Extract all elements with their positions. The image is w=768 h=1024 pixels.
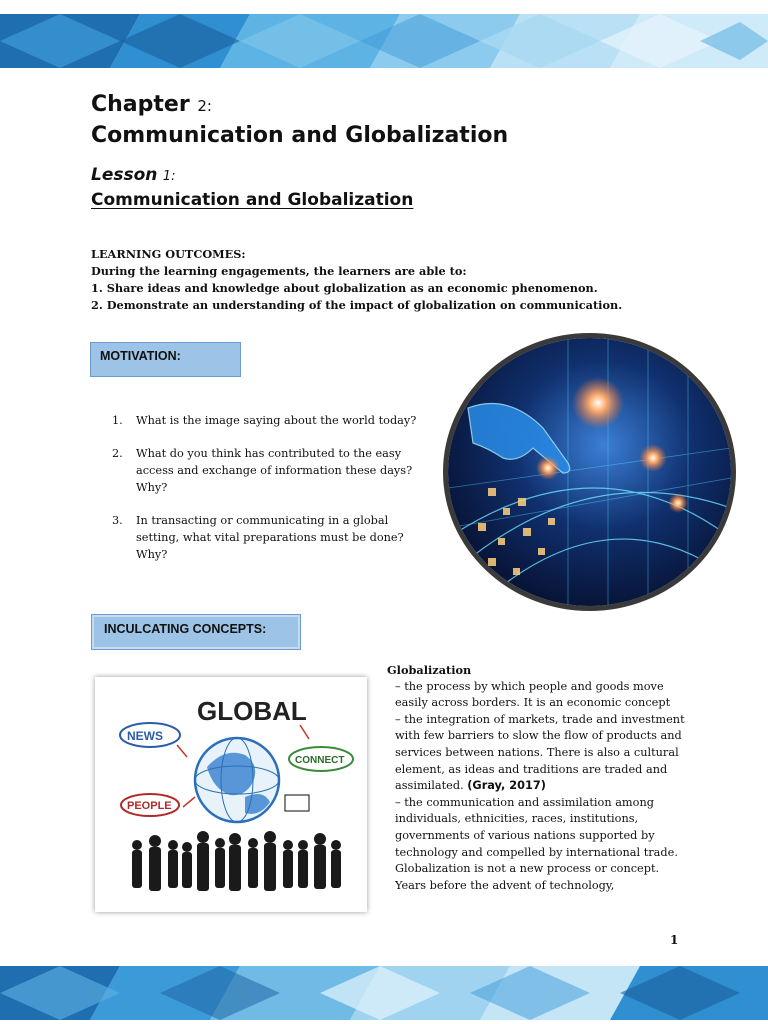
question-text: What do you think has contributed to the easy access and exchange of information these days? Why?: [136, 447, 413, 494]
citation: (Gray, 2017): [467, 779, 546, 793]
question-text: In transacting or communicating in a global setting, what vital preparations must be done? Why?: [136, 514, 404, 561]
global-title: GLOBAL: [197, 696, 307, 726]
question-number: 2.: [112, 447, 123, 460]
globe-icon: [195, 738, 279, 822]
chapter-number: 2:: [197, 97, 212, 115]
outcome-item: 1. Share ideas and knowledge about globalization as an economic phenomenon.: [91, 281, 598, 295]
chapter-word: Chapter: [91, 92, 190, 117]
global-concept-image: [95, 677, 367, 912]
motivation-label: MOTIVATION:: [90, 342, 241, 377]
globalization-definition: [387, 662, 687, 894]
connect-bubble: [289, 747, 353, 771]
lesson-title: Communication and Globalization: [91, 190, 414, 210]
question-number: 3.: [112, 514, 123, 527]
outcomes-intro: During the learning engagements, the learners are able to:: [91, 264, 467, 278]
lesson-heading: [91, 164, 413, 211]
definition-1: – the process by which people and goods move easily across borders. It is an economic concept: [395, 679, 671, 710]
question-item: [112, 412, 430, 429]
definition-3: – the communication and assimilation among individuals, ethnicities, races, institutions, governments of various nations supported by technology and compelled by international trade. Globalization is not a new process or concept. Years before the advent of technology,: [395, 795, 678, 892]
motivation-questions: [112, 412, 430, 579]
outcomes-heading: LEARNING OUTCOMES:: [91, 247, 246, 261]
news-label: NEWS: [127, 729, 163, 743]
lesson-word: Lesson: [91, 165, 158, 185]
outcome-item: 2. Demonstrate an understanding of the impact of globalization on communication.: [91, 298, 623, 312]
question-item: [112, 445, 430, 496]
question-item: [112, 512, 430, 563]
bottom-decorative-banner: [0, 966, 768, 1020]
learning-outcomes: [91, 246, 651, 314]
question-text: What is the image saying about the world today?: [136, 414, 417, 427]
definition-2-text: – the integration of markets, trade and investment with few barriers to slow the flow of products and services between nations. There is also a cultural element, as ideas and traditions are traded and assimilated.: [395, 712, 685, 793]
inculcating-concepts-label: INCULCATING CONCEPTS:: [91, 614, 301, 650]
lesson-number: 1:: [162, 169, 176, 184]
page-number: 1: [670, 933, 679, 947]
term-heading: Globalization: [387, 663, 472, 677]
definition-2: [387, 712, 687, 795]
top-decorative-banner: [0, 14, 768, 68]
connect-label: CONNECT: [295, 755, 345, 766]
digital-hand-image: [443, 333, 736, 611]
people-label: PEOPLE: [127, 800, 172, 812]
news-bubble: [120, 723, 180, 747]
people-bubble: [121, 794, 179, 816]
crowd-silhouettes: [132, 831, 341, 891]
chapter-title: Communication and Globalization: [91, 123, 509, 148]
question-number: 1.: [112, 414, 123, 427]
chapter-heading: [91, 90, 508, 150]
